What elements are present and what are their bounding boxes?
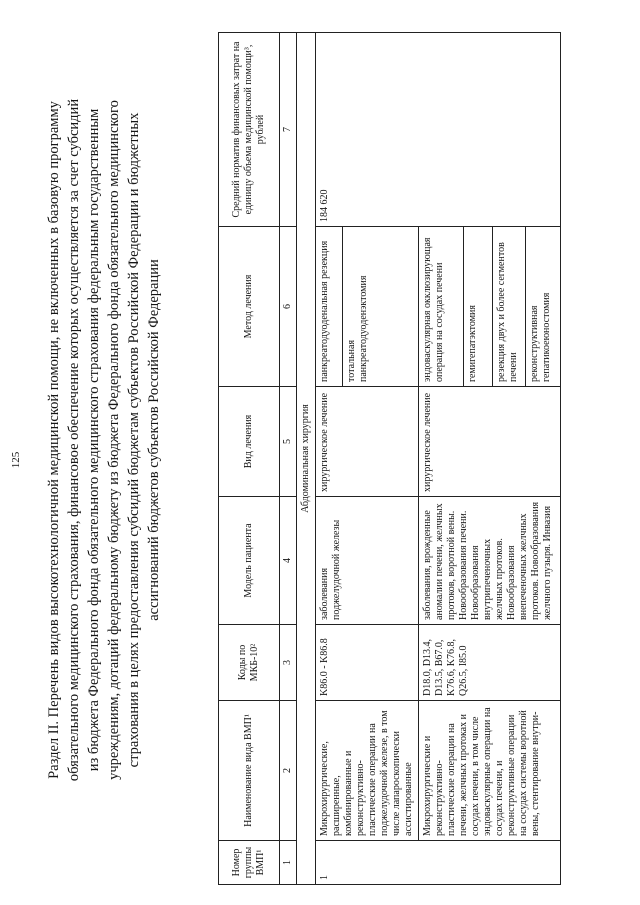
section-title: Раздел II. Перечень видов высокотехнологичной медицинской помощи, не включенных в базовую программу обязательного медицинского страхования, финансовое обеспечение которых осуществляется за счет субсидий из бюджета Федерального фонда обязательного медицинского страхования федеральным государственным учреждениям, дотаций федеральному бюджету из бюджета Федерального фонда обязательного медицинского страхования в целях предоставления субсидий бюджетам субъектов Российской Федерации и бюджетных ассигнований бюджетов субъектов Российской Федерации bbox=[46, 98, 162, 782]
section-row bbox=[297, 33, 316, 885]
vmp-table bbox=[218, 32, 561, 885]
method-item: резекция двух и более сегментов печени bbox=[493, 227, 526, 386]
column-number: 4 bbox=[280, 497, 297, 625]
name-cell: Микрохирургические и реконструктивно-пластические операции на печени, желчных протоках и сосудах печени, в том числе эндоваскулярные операции на сосудах печени, и реконструктивные операции на сосудах системы воротной вены, стентирование внутри- bbox=[419, 701, 561, 841]
treatment-cell: хирургическое лечение bbox=[419, 387, 561, 497]
name-cell: Микрохирургические, расширенные, комбинированные и реконструктивно-пластические операции на поджелудочной железе, в том числе лапароскопически ассистированные bbox=[316, 701, 419, 841]
group-number-cell: 1 bbox=[316, 841, 561, 885]
method-item: эндоваскулярная окклюзирующая операция на сосудах печени bbox=[419, 227, 464, 386]
method-item: панкреатодуоденальная резекция bbox=[316, 227, 343, 386]
codes-cell: K86.0 - K86.8 bbox=[316, 625, 419, 701]
method-item: гемигепатэктомия bbox=[464, 227, 493, 386]
table-header-row bbox=[219, 33, 280, 885]
page-number: 125 bbox=[10, 451, 22, 469]
cost-cell: 184 620 bbox=[316, 33, 561, 227]
column-number: 7 bbox=[280, 33, 297, 227]
column-number: 5 bbox=[280, 387, 297, 497]
column-number: 6 bbox=[280, 227, 297, 387]
column-number: 1 bbox=[280, 841, 297, 885]
header-codes: Коды по МКБ-10² bbox=[219, 625, 280, 701]
document-page bbox=[0, 15, 630, 905]
vmp-table-container bbox=[218, 33, 561, 885]
column-number: 3 bbox=[280, 625, 297, 701]
model-cell: заболевания поджелудочной железы bbox=[316, 497, 419, 625]
header-model: Модель пациента bbox=[219, 497, 280, 625]
header-treatment: Вид лечения bbox=[219, 387, 280, 497]
header-method: Метод лечения bbox=[219, 227, 280, 387]
method-cell bbox=[316, 227, 419, 387]
method-cell bbox=[419, 227, 561, 387]
method-item: тотальная панкреатодуоденэктомия bbox=[346, 275, 369, 382]
treatment-cell: хирургическое лечение bbox=[316, 387, 419, 497]
header-group: Номер группы ВМП¹ bbox=[219, 841, 280, 885]
section-heading: Абдоминальная хирургия bbox=[297, 33, 316, 885]
header-cost: Средний норматив финансовых затрат на единицу объема медицинской помощи³, рублей bbox=[219, 33, 280, 227]
model-cell: заболевания, врожденные аномалии печени, желчных протоков, воротной вены. Новообразования печени. Новообразования внутрипеченочных желчных протоков. Новообразования внепеченочных желчных протоков. Новообразования желчного пузыря. Инвазия bbox=[419, 497, 561, 625]
header-name: Наименование вида ВМП¹ bbox=[219, 701, 280, 841]
codes-cell: D18.0, D13.4, D13.5, B67.0, K76.6, K76.8, Q26.5, I85.0 bbox=[419, 625, 561, 701]
method-item: реконструктивная гепатикоеюностомия bbox=[529, 292, 552, 382]
table-row bbox=[316, 33, 419, 885]
column-number: 2 bbox=[280, 701, 297, 841]
column-number-row bbox=[280, 33, 297, 885]
